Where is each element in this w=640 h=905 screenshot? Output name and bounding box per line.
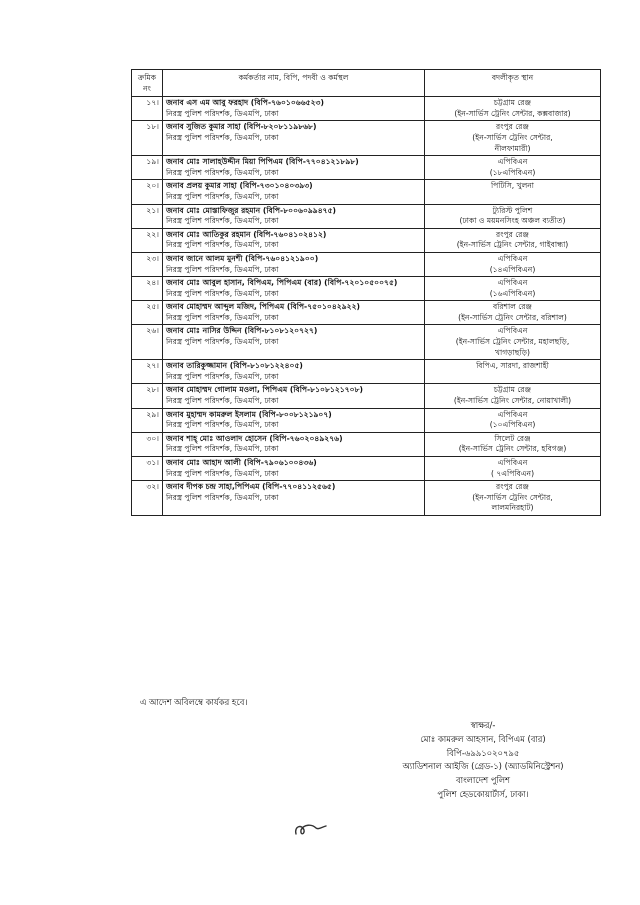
row-serial: ১৯। xyxy=(132,156,163,180)
row-serial: ২৯। xyxy=(132,408,163,432)
posting-line: (১৬এপিবিএন) xyxy=(489,288,536,298)
posting-line: চট্টগ্রাম রেঞ্জ xyxy=(493,385,532,395)
posting-line: (ইন-সার্ভিস ট্রেনিং সেন্টার, হবিগঞ্জ) xyxy=(458,444,567,454)
signatory-name: মোঃ কামরুল আহসান, বিপিএম (বার) xyxy=(420,733,546,744)
row-serial: ২৪। xyxy=(132,277,163,301)
posting-line: এপিবিএন xyxy=(497,326,528,336)
table-row xyxy=(132,228,601,252)
officer-cell xyxy=(163,408,425,432)
officer-name: জনাব মোঃ নাসির উদ্দিন (বিপি-৮১০৮১২০৭২৭) xyxy=(166,326,318,336)
posting-line: ( ৭এপিবিএন) xyxy=(490,468,535,478)
posting-cell xyxy=(425,481,601,516)
officer-post: নিরস্ত্র পুলিশ পরিদর্শক, ডিএমপি, ঢাকা xyxy=(166,371,279,381)
posting-line: বরিশাল রেঞ্জ xyxy=(492,302,533,312)
posting-line: রংপুর রেঞ্জ xyxy=(496,229,529,239)
posting-cell xyxy=(425,252,601,276)
officer-post: নিরস্ত্র পুলিশ পরিদর্শক, ডিএমপি, ঢাকা xyxy=(166,396,279,406)
signatory-office: পুলিশ হেডকোয়ার্টার্স, ঢাকা। xyxy=(437,788,529,799)
posting-line: ট্যুরিস্ট পুলিশ xyxy=(492,205,533,215)
posting-cell xyxy=(425,204,601,228)
officer-name: জনাব মোঃ আবুল হাসান, বিপিএম, পিপিএম (বার) (বিপি-৭২০১০৫০০৭৫) xyxy=(166,278,398,288)
officer-post: নিরস্ত্র পুলিশ পরিদর্শক, ডিএমপি, ঢাকা xyxy=(166,240,279,250)
table-row xyxy=(132,252,601,276)
posting-cell xyxy=(425,432,601,456)
row-serial: ২১। xyxy=(132,204,163,228)
officer-cell xyxy=(163,204,425,228)
posting-line: নীলফামারী) xyxy=(494,143,531,153)
row-serial: ৩১। xyxy=(132,457,163,481)
officer-cell xyxy=(163,360,425,384)
officer-post: নিরস্ত্র পুলিশ পরিদর্শক, ডিএমপি, ঢাকা xyxy=(166,337,279,347)
officer-cell xyxy=(163,252,425,276)
officer-post: নিরস্ত্র পুলিশ পরিদর্শক, ডিএমপি, ঢাকা xyxy=(166,167,279,177)
table-row xyxy=(132,301,601,325)
posting-line: রংপুর রেঞ্জ xyxy=(496,122,529,132)
table-row xyxy=(132,457,601,481)
table-row xyxy=(132,204,601,228)
posting-line: (ইন-সার্ভিস ট্রেনিং সেন্টার, xyxy=(472,132,553,142)
posting-line: এপিবিএন xyxy=(497,409,528,419)
officer-name: জনাব মোঃ সালাহউদ্দীন মিয়া পিপিএম (বিপি-৭৭০৪১২১৮৯৮) xyxy=(166,157,359,167)
header-posting: বদলীকৃত স্থান xyxy=(425,70,601,97)
row-serial: ২২। xyxy=(132,228,163,252)
officer-name: জনাব জানে আলম মুনশী (বিপি-৭৬০৪১২১৯০০) xyxy=(166,253,319,263)
posting-cell xyxy=(425,360,601,384)
officer-name: জনাব এস এম আবু ফরহাদ (বিপি-৭৬০১০৬৬৫২৩) xyxy=(166,98,324,108)
posting-line: বিপিএ, সারদা, রাজশাহী xyxy=(476,361,549,371)
officer-post: নিরস্ত্র পুলিশ পরিদর্শক, ডিএমপি, ঢাকা xyxy=(166,288,279,298)
signatory-bp: বিপি-৬৯৯১০২০৭৯৫ xyxy=(446,747,520,758)
posting-line: (ইন-সার্ভিস ট্রেনিং সেন্টার, মহালছড়ি, xyxy=(455,337,570,347)
posting-line: এপিবিএন xyxy=(497,253,528,263)
officer-post: নিরস্ত্র পুলিশ পরিদর্শক, ডিএমপি, ঢাকা xyxy=(166,468,279,478)
posting-cell xyxy=(425,121,601,156)
posting-line: এপিবিএন xyxy=(497,157,528,167)
header-serial: ক্রমিক নং xyxy=(132,70,163,97)
table-row xyxy=(132,156,601,180)
row-serial: ২৮। xyxy=(132,384,163,408)
table-row xyxy=(132,277,601,301)
posting-line: পিটিসি, খুলনা xyxy=(490,181,535,191)
posting-line: রংপুর রেঞ্জ xyxy=(496,482,529,492)
posting-line: খাগড়াছড়ি) xyxy=(495,347,530,357)
officer-cell xyxy=(163,277,425,301)
officer-post: নিরস্ত্র পুলিশ পরিদর্শক, ডিএমপি, ঢাকা xyxy=(166,420,279,430)
officer-name: জনাব মোঃ মোস্তাফিজুর রহমান (বিপি-৮০০৬০৯৯৪৭৫) xyxy=(166,205,336,215)
posting-line: (ইন-সার্ভিস ট্রেনিং সেন্টার, গাইবান্ধা) xyxy=(456,240,569,250)
officer-post: নিরস্ত্র পুলিশ পরিদর্শক, ডিএমপি, ঢাকা xyxy=(166,444,279,454)
signature-block xyxy=(368,719,598,802)
posting-line: (১৮এপিবিএন) xyxy=(489,167,536,177)
row-serial: ২৭। xyxy=(132,360,163,384)
officer-name: জনাব মোহাম্মদ আব্দুল মজিদ, পিপিএম (বিপি-৭৫০১০৪২৯২২) xyxy=(166,302,360,312)
row-serial: ২৬। xyxy=(132,325,163,360)
officer-cell xyxy=(163,481,425,516)
officer-cell xyxy=(163,228,425,252)
posting-cell xyxy=(425,457,601,481)
posting-line: (১০এপিবিএন) xyxy=(489,420,536,430)
posting-line: (ঢাকা ও ময়মনসিংহ অঞ্চল ব্যতীত) xyxy=(459,216,566,226)
signatory-organization: বাংলাদেশ পুলিশ xyxy=(455,775,511,786)
table-row xyxy=(132,325,601,360)
row-serial: ৩২। xyxy=(132,481,163,516)
officer-post: নিরস্ত্র পুলিশ পরিদর্শক, ডিএমপি, ঢাকা xyxy=(166,312,279,322)
effect-note: এ আদেশ অবিলম্বে কার্যকর হবে। xyxy=(140,697,248,707)
posting-line: (ইন-সার্ভিস ট্রেনিং সেন্টার, xyxy=(472,492,553,502)
officer-name: জনাব দীপক চন্দ্র সাহা,পিপিএম (বিপি-৭৭০৪১১২৫৬৫) xyxy=(166,482,336,492)
posting-cell xyxy=(425,301,601,325)
transfer-order-table xyxy=(131,69,601,516)
posting-cell xyxy=(425,97,601,121)
officer-post: নিরস্ত্র পুলিশ পরিদর্শক, ডিএমপি, ঢাকা xyxy=(166,492,279,502)
row-serial: ২০। xyxy=(132,180,163,204)
posting-cell xyxy=(425,180,601,204)
table-row xyxy=(132,121,601,156)
officer-post: নিরস্ত্র পুলিশ পরিদর্শক, ডিএমপি, ঢাকা xyxy=(166,191,279,201)
table-row xyxy=(132,384,601,408)
row-serial: ১৭। xyxy=(132,97,163,121)
posting-cell xyxy=(425,384,601,408)
officer-post: নিরস্ত্র পুলিশ পরিদর্শক, ডিএমপি, ঢাকা xyxy=(166,264,279,274)
table-row xyxy=(132,180,601,204)
officer-name: জনাব মোঃ আহাদ আলী (বিপি-৭৯০৬১০০৪৩৬) xyxy=(166,458,317,467)
officer-cell xyxy=(163,156,425,180)
officer-cell xyxy=(163,121,425,156)
row-serial: ২৩। xyxy=(132,252,163,276)
posting-line: (ইন-সার্ভিস ট্রেনিং সেন্টার, নোয়াখালী) xyxy=(453,396,572,406)
officer-name: জনাব তারিকুজ্জামান (বিপি-৮১০৮১২২৪০৫) xyxy=(166,361,303,371)
header-officer: কর্মকর্তার নাম, বিপি, পদবী ও কর্মস্থল xyxy=(163,70,425,97)
posting-line: (১৪এপিবিএন) xyxy=(489,264,536,274)
posting-line: লালমনিরহাট) xyxy=(491,503,534,513)
posting-line: (ইন-সার্ভিস ট্রেনিং সেন্টার, বরিশাল) xyxy=(458,312,567,322)
officer-name: জনাব মোহাম্মদ গোলাম মওলা, পিপিএম (বিপি-৮১০৮১২১৭০৮) xyxy=(166,385,363,395)
signatory-designation: অ্যাডিশনাল আইজি (গ্রেড-১) (অ্যাডমিনিস্ট্রেশন) xyxy=(402,761,564,772)
officer-post: নিরস্ত্র পুলিশ পরিদর্শক, ডিএমপি, ঢাকা xyxy=(166,216,279,226)
table-row xyxy=(132,360,601,384)
officer-post: নিরস্ত্র পুলিশ পরিদর্শক, ডিএমপি, ঢাকা xyxy=(166,132,279,142)
officer-name: জনাব মোঃ আতিকুর রহমান (বিপি-৭৬০৪১০২৪১২) xyxy=(166,229,327,239)
officer-cell xyxy=(163,301,425,325)
officer-cell xyxy=(163,432,425,456)
table-header-row xyxy=(132,70,601,97)
posting-cell xyxy=(425,408,601,432)
table-row xyxy=(132,481,601,516)
officer-cell xyxy=(163,384,425,408)
table-row xyxy=(132,432,601,456)
row-serial: ২৫। xyxy=(132,301,163,325)
posting-cell xyxy=(425,156,601,180)
officer-name: জনাব শাহ্ মোঃ আওলাদ হোসেন (বিপি-৭৬০২০৪৯২৭৬) xyxy=(166,433,343,443)
officer-cell xyxy=(163,325,425,360)
posting-line: সিলেট রেঞ্জ xyxy=(494,433,531,443)
officer-post: নিরস্ত্র পুলিশ পরিদর্শক, ডিএমপি, ঢাকা xyxy=(166,108,279,118)
row-serial: ৩০। xyxy=(132,432,163,456)
signed-mark: স্বাক্ষর/- xyxy=(470,720,496,730)
posting-line: (ইন-সার্ভিস ট্রেনিং সেন্টার, কক্সবাজার) xyxy=(454,108,571,118)
posting-cell xyxy=(425,325,601,360)
handwritten-page-number xyxy=(292,818,332,840)
table-row xyxy=(132,408,601,432)
officer-cell xyxy=(163,180,425,204)
posting-line: চট্টগ্রাম রেঞ্জ xyxy=(493,98,532,108)
officer-cell xyxy=(163,97,425,121)
posting-cell xyxy=(425,277,601,301)
officer-name: জনাব সুজিত কুমার সাহা (বিপি-৮২০৮১১৯৮৬৮) xyxy=(166,122,317,132)
officer-name: জনাব প্রলয় কুমার সাহা (বিপি-৭৩০১০৪০৩৯৩) xyxy=(166,181,313,191)
table-row xyxy=(132,97,601,121)
officer-name: জনাব মুহাম্মদ কামরুল ইসলাম (বিপি-৮০০৮১২১৯০৭) xyxy=(166,409,332,419)
officer-cell xyxy=(163,457,425,481)
posting-line: এপিবিএন xyxy=(497,458,528,467)
posting-line: এপিবিএন xyxy=(497,278,528,288)
row-serial: ১৮। xyxy=(132,121,163,156)
posting-cell xyxy=(425,228,601,252)
